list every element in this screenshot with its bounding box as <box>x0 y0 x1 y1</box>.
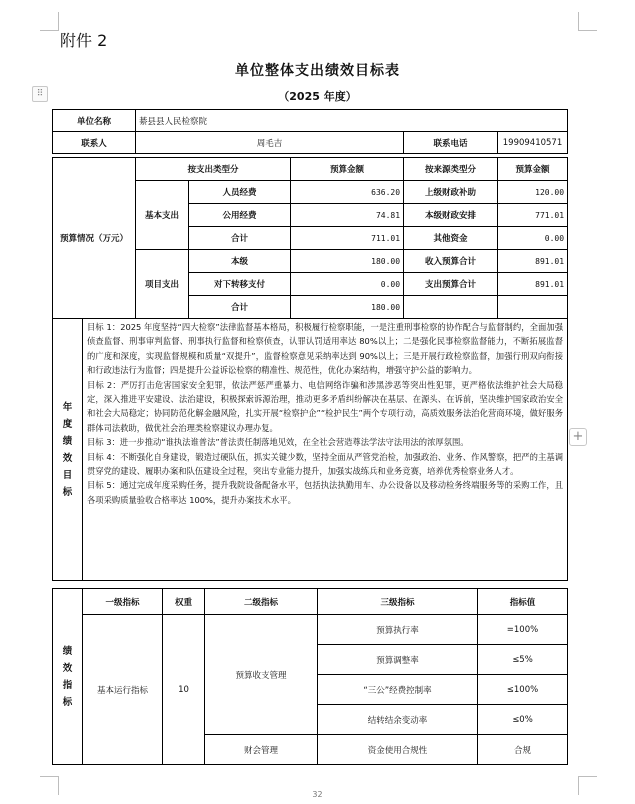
level1-value: 基本运行指标 <box>83 615 163 765</box>
expense-total-value: 891.01 <box>498 273 568 296</box>
header-level1: 一级指标 <box>83 589 163 615</box>
income-total-label: 收入预算合计 <box>404 250 498 273</box>
budget-header-amount: 预算金额 <box>291 158 404 181</box>
indicator-name: 资金使用合规性 <box>318 735 478 765</box>
goal-item: 目标 1：2025 年度坚持“四大检察”法律监督基本格局，积极履行检察职能，一是注重刑事检察的协作配合与监督制约，全面加强侦查监督、刑事审判监督、刑事执行监督和检察侦查，认罪认罚适用率达 80%以上；二是强化民事检察监督能力，不断拓展监督的广度和深度，实现监督规模和质量“双提升”，监督检察意见采纳率达到 90%以上；三是开展行政检察监督，加强行刑双向衔接和行政违法行为监督；四是提升公益诉讼检察的精准性、规范性，优化办案结构，增强守护公益的影响力。 <box>87 322 563 376</box>
project-subtotal-value: 180.00 <box>291 296 404 319</box>
goal-item: 目标 5：通过完成年度采购任务，提升我院设备配备水平，包括执法执勤用车、办公设备以及移动检务终端服务等的采购工作，且各项采购质量验收合格率达 100%，提升办案技术水平。 <box>87 480 563 505</box>
budget-detail-table <box>52 157 568 319</box>
annual-goals-label: 年 度 绩 效 目 标 <box>53 319 83 581</box>
local-finance-label: 本级财政安排 <box>404 204 498 227</box>
transfer-value: 0.00 <box>291 273 404 296</box>
indicator-value: ≤100% <box>478 675 568 705</box>
contact-label: 联系人 <box>53 132 136 154</box>
expense-total-label: 支出预算合计 <box>404 273 498 296</box>
phone-value: 19909410571 <box>498 132 568 154</box>
budget-section-label: 预算情况（万元） <box>53 158 136 319</box>
budget-table <box>52 109 568 154</box>
page-title: 单位整体支出绩效目标表 <box>235 63 400 79</box>
annual-goals-table <box>52 318 568 581</box>
empty-cell <box>404 296 498 319</box>
indicators-label: 绩 效 指 标 <box>53 589 83 765</box>
header-level3: 三级指标 <box>318 589 478 615</box>
basic-subtotal-label: 合计 <box>189 227 291 250</box>
header-weight: 权重 <box>163 589 205 615</box>
indicator-name: 预算调整率 <box>318 645 478 675</box>
indicator-value: 合规 <box>478 735 568 765</box>
project-expense-label: 项目支出 <box>136 250 189 319</box>
year-label: （2025 年度） <box>278 90 357 103</box>
header-value: 指标值 <box>478 589 568 615</box>
level2-budget: 预算收支管理 <box>205 615 318 735</box>
budget-header-by-type: 按支出类型分 <box>136 158 291 181</box>
public-expense-label: 公用经费 <box>189 204 291 227</box>
other-funds-label: 其他资金 <box>404 227 498 250</box>
current-level-value: 180.00 <box>291 250 404 273</box>
indicator-name: 结转结余变动率 <box>318 705 478 735</box>
empty-cell <box>498 296 568 319</box>
basic-subtotal-value: 711.01 <box>291 227 404 250</box>
crop-mark <box>578 12 597 31</box>
indicator-value: ≤5% <box>478 645 568 675</box>
public-expense-value: 74.81 <box>291 204 404 227</box>
personnel-label: 人员经费 <box>189 181 291 204</box>
header-level2: 二级指标 <box>205 589 318 615</box>
budget-header-amount-2: 预算金额 <box>498 158 568 181</box>
income-total-value: 891.01 <box>498 250 568 273</box>
phone-label: 联系电话 <box>404 132 498 154</box>
other-funds-value: 0.00 <box>498 227 568 250</box>
goal-item: 目标 2：严厉打击危害国家安全犯罪，依法严惩严重暴力、电信网络诈骗和涉黑涉恶等突出性犯罪，更严格依法维护社会大局稳定，深入推进平安建设、法治建设，积极探索诉源治理，推动更多矛盾纠纷解决在基层、在源头、在诉前，坚决维护国家政治安全和社会大局稳定；协同防范化解金融风险，扎实开展“检察护企”“检护民生”两个专项行动，高质效服务法治化营商环境，做好服务群体司法救助，做优社会治理类检察建议办理办复。 <box>87 379 563 433</box>
personnel-value: 636.20 <box>291 181 404 204</box>
indicator-name: 预算执行率 <box>318 615 478 645</box>
annual-goals-content <box>83 319 568 581</box>
table-drag-handle-icon[interactable]: ⠿ <box>32 86 48 102</box>
unit-name-value: 綦县县人民检察院 <box>136 110 568 132</box>
crop-mark <box>40 12 59 31</box>
current-level-label: 本级 <box>189 250 291 273</box>
page-number: 32 <box>312 790 323 799</box>
project-subtotal-label: 合计 <box>189 296 291 319</box>
basic-expense-label: 基本支出 <box>136 181 189 250</box>
weight-value: 10 <box>163 615 205 765</box>
indicator-value: ≤0% <box>478 705 568 735</box>
indicator-value: =100% <box>478 615 568 645</box>
indicator-name: “三公”经费控制率 <box>318 675 478 705</box>
indicators-table <box>52 588 568 765</box>
local-finance-value: 771.01 <box>498 204 568 227</box>
add-row-button[interactable]: + <box>569 428 587 446</box>
goal-item: 目标 4：不断强化自身建设，锻造过硬队伍，抓实关键少数，坚持全面从严管党治检，加强政治、业务、作风警察，把严的主基调贯穿党的建设、履职办案和队伍建设全过程，突出专业能力提升，加强实战练兵和业务竞赛，培养优秀检察业务人才。 <box>87 451 563 477</box>
annex-label: 附件 2 <box>60 31 108 50</box>
contact-value: 周毛吉 <box>136 132 404 154</box>
goal-item: 目标 3：进一步推动“谁执法谁普法”普法责任制落地见效，在全社会营造尊法学法守法用法的浓厚氛围。 <box>87 437 469 448</box>
level2-finance: 财会管理 <box>205 735 318 765</box>
unit-name-label: 单位名称 <box>53 110 136 132</box>
transfer-label: 对下转移支付 <box>189 273 291 296</box>
upper-subsidy-label: 上级财政补助 <box>404 181 498 204</box>
upper-subsidy-value: 120.00 <box>498 181 568 204</box>
budget-header-by-source: 按来源类型分 <box>404 158 498 181</box>
